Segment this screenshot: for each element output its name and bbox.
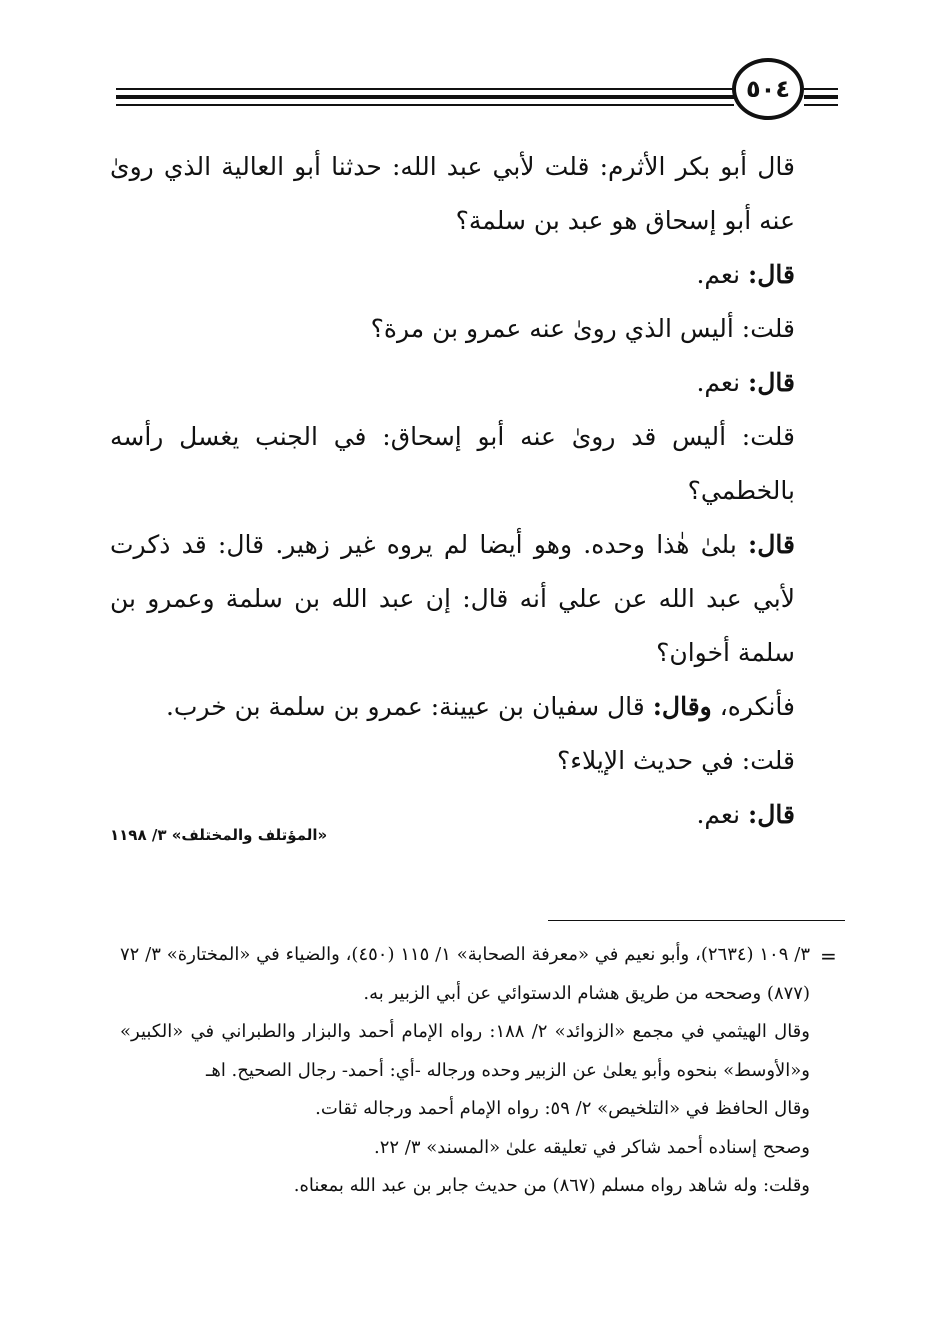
- speaker-label: قال:: [748, 260, 795, 289]
- answer-text: قال سفيان بن عيينة: عمرو بن سلمة بن خرب.: [165, 692, 653, 721]
- footnote-paragraph-4: وصحح إسناده أحمد شاكر في تعليقه علىٰ «المسند» ٣/ ٢٢.: [373, 1136, 810, 1158]
- answer-text: بلىٰ هٰذا وحده. وهو أيضا لم يروه غير زهير. قال: قد ذكرت لأبي عبد الله عن علي أنه قال: إن عبد الله بن سلمة وعمرو بن سلمة أخوان؟: [110, 530, 795, 667]
- header-rule-top: [116, 88, 734, 90]
- answer-text: نعم.: [696, 368, 749, 397]
- page-header: [0, 0, 947, 140]
- footnote-paragraph-5: وقلت: وله شاهد رواه مسلم (٨٦٧) من حديث جابر بن عبد الله بمعناه.: [293, 1175, 810, 1196]
- page-number: ٥٠٤: [732, 58, 804, 120]
- header-rule-bottom: [116, 104, 734, 106]
- footnote-paragraph-2: وقال الهيثمي في مجمع «الزوائد» ٢/ ١٨٨: رواه الإمام أحمد والبزار والطبراني في «الكبير» و«الأوسط» بنحوه وأبو يعلىٰ عن الزبير وحده ورجاله -أي: أحمد- رجال الصحيح. اهـ: [120, 1021, 810, 1081]
- speaker-label: قال:: [748, 800, 795, 829]
- paragraph-question-3: قلت: أليس قد روىٰ عنه أبو إسحاق: في الجنب يغسل رأسه بالخطمي؟: [110, 422, 795, 505]
- footnote-separator: [548, 920, 845, 921]
- paragraph-question-5: قلت: في حديث الإيلاء؟: [556, 746, 795, 775]
- paragraph-answer-4: [110, 680, 845, 734]
- speaker-label: قال:: [748, 368, 795, 397]
- header-rule-right-bottom: [804, 104, 838, 106]
- speaker-label: قال:: [748, 530, 795, 559]
- answer-text: نعم.: [696, 800, 749, 829]
- header-rule-right-middle: [804, 95, 838, 99]
- main-text: [110, 140, 845, 842]
- paragraph-question-2: قلت: أليس الذي روىٰ عنه عمرو بن مرة؟: [370, 314, 795, 343]
- header-rule-middle: [116, 95, 734, 99]
- answer-prefix: فأنكره،: [711, 692, 795, 721]
- paragraph-intro: قال أبو بكر الأثرم: قلت لأبي عبد الله: حدثنا أبو العالية الذي روىٰ عنه أبو إسحاق هو عبد بن سلمة؟: [110, 152, 795, 235]
- source-citation: «المؤتلف والمختلف» ٣/ ١١٩٨: [110, 826, 328, 844]
- answer-text: نعم.: [696, 260, 749, 289]
- footnotes: [120, 936, 810, 1206]
- paragraph-answer-1: [110, 248, 845, 302]
- paragraph-answer-2: [110, 356, 845, 410]
- speaker-label: وقال:: [652, 692, 712, 721]
- footnote-paragraph-1: ٣/ ١٠٩ (٢٦٣٤)، وأبو نعيم في «معرفة الصحابة» ١/ ١١٥ (٤٥٠)، والضياء في «المختارة» ٣/ ٧٢ (٨٧٧) وصححه من طريق هشام الدستوائي عن أبي الزبير به.: [120, 944, 810, 1004]
- paragraph-answer-3: [110, 518, 845, 680]
- footnote-paragraph-3: وقال الحافظ في «التلخيص» ٢/ ٥٩: رواه الإمام أحمد ورجاله ثقات.: [315, 1098, 810, 1119]
- footnote-continuation-mark: =: [820, 944, 837, 968]
- header-rule-right-top: [804, 88, 838, 90]
